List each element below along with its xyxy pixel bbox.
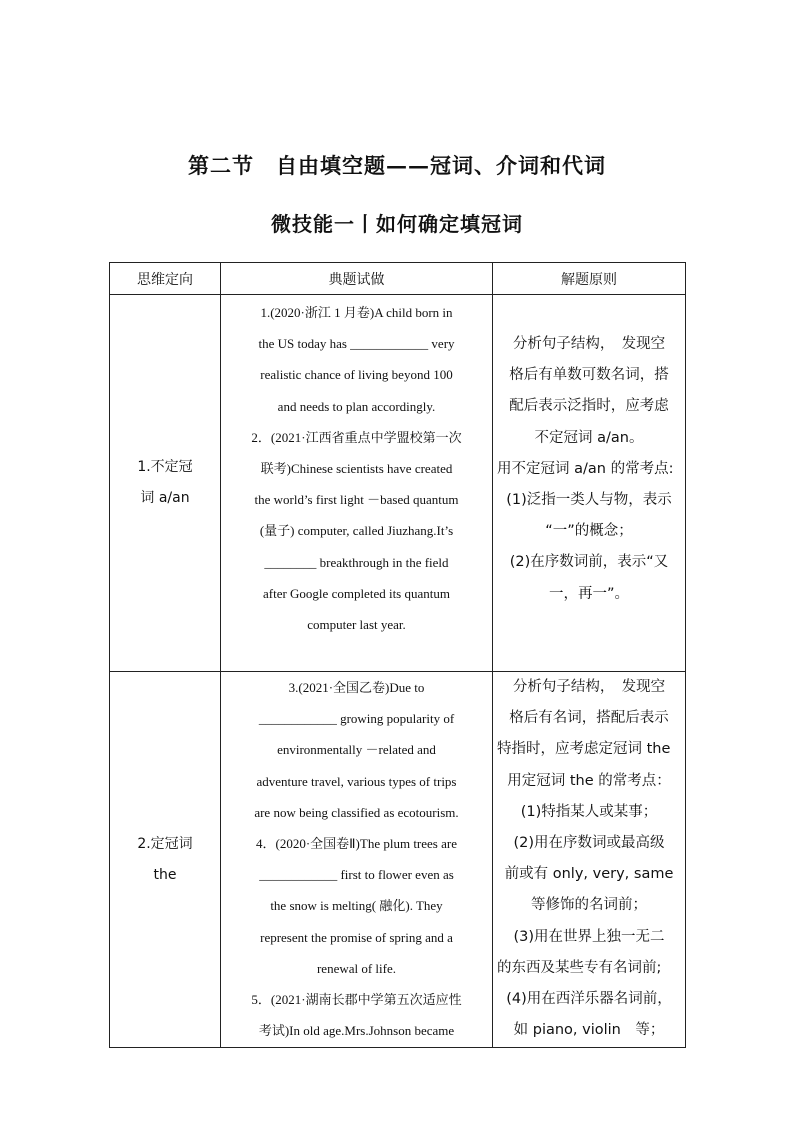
principle-line: (2)在序数词前，表示“又 bbox=[509, 554, 669, 571]
principles-cell bbox=[493, 672, 686, 1048]
principle-line: (1)特指某人或某事； bbox=[520, 803, 658, 820]
example-line: 考试)In old age.Mrs.Johnson became bbox=[258, 1023, 455, 1039]
example-line: 联考)Chinese scientists have created bbox=[260, 461, 453, 477]
principle-line: 前或有 only, very, same bbox=[504, 866, 674, 883]
header-thinking-direction: 思维定向 bbox=[110, 263, 221, 295]
principle-line: 的东西及某些专有名词前; bbox=[497, 959, 662, 976]
example-line: renewal of life. bbox=[316, 960, 397, 976]
example-line: 1.(2020·浙江 1 月卷)A child born in bbox=[260, 305, 453, 320]
example-line: 4．(2020·全国卷Ⅱ)The plum trees are bbox=[256, 836, 457, 852]
example-line: adventure travel, various types of trips bbox=[256, 773, 457, 789]
example-line: ________ breakthrough in the field bbox=[264, 554, 449, 570]
principles-cell bbox=[493, 295, 686, 672]
example-line: realistic chance of living beyond 100 bbox=[260, 367, 453, 383]
principle-line: 一，再一”。 bbox=[548, 585, 629, 602]
header-example-exercises: 典题试做 bbox=[221, 263, 493, 295]
principle-line: 如 piano, violin 等； bbox=[513, 1022, 665, 1039]
example-line: and needs to plan accordingly. bbox=[277, 398, 436, 414]
example-line: the US today has ____________ very bbox=[258, 336, 455, 352]
example-line: ____________ growing popularity of bbox=[258, 711, 455, 727]
category-line: the bbox=[153, 866, 177, 883]
table-row bbox=[110, 295, 686, 672]
example-line: 5．(2021·湖南长郡中学第五次适应性 bbox=[251, 992, 462, 1008]
example-line: 2．(2021·江西省重点中学盟校第一次 bbox=[251, 429, 462, 445]
principle-line: 特指时，应考虑定冠词 the bbox=[497, 741, 671, 758]
example-line: (量子) computer, called Jiuzhang.It’s bbox=[259, 523, 454, 539]
example-line: environmentally －related and bbox=[277, 742, 436, 758]
principle-line: 配后表示泛指时，应考虑 bbox=[509, 398, 669, 415]
principle-line: 用不定冠词 a/an 的常考点: bbox=[497, 460, 674, 477]
table-row bbox=[110, 672, 686, 1048]
example-line: ____________ first to flower even as bbox=[259, 867, 454, 883]
principle-line: (4)用在西洋乐器名词前， bbox=[506, 991, 672, 1008]
category-indefinite-article bbox=[110, 295, 221, 672]
example-line: the world’s first light －based quantum bbox=[254, 492, 459, 508]
category-line: 2.定冠词 bbox=[137, 835, 193, 852]
example-line: computer last year. bbox=[307, 617, 406, 633]
principle-line: 分析句子结构， 发现空 bbox=[512, 679, 666, 695]
principle-line: “一”的概念； bbox=[545, 523, 633, 540]
principle-line: 不定冠词 a/an。 bbox=[534, 429, 644, 446]
examples-cell bbox=[221, 672, 493, 1048]
principle-line: (2)用在序数词或最高级 bbox=[513, 835, 665, 852]
principle-line: (3)用在世界上独一无二 bbox=[513, 928, 665, 945]
example-line: the snow is melting( 融化). They bbox=[270, 898, 443, 914]
principle-line: 格后有单数可数名词，搭 bbox=[509, 367, 669, 384]
principle-line: 用定冠词 the 的常考点： bbox=[507, 772, 671, 789]
skill-subtitle: 微技能一丨如何确定填冠词 bbox=[271, 212, 523, 236]
example-line: 3.(2021·全国乙卷)Due to bbox=[288, 680, 425, 695]
category-line: 词 a/an bbox=[140, 490, 190, 506]
examples-cell bbox=[221, 295, 493, 672]
article-table bbox=[109, 262, 686, 1048]
header-solving-principles: 解题原则 bbox=[493, 263, 686, 295]
category-definite-article bbox=[110, 672, 221, 1048]
example-line: after Google completed its quantum bbox=[262, 585, 450, 601]
principle-line: 分析句子结构， 发现空 bbox=[512, 336, 666, 352]
principle-line: (1)泛指一类人与物，表示 bbox=[506, 492, 672, 509]
section-title: 第二节 自由填空题——冠词、介词和代词 bbox=[188, 153, 606, 178]
table-header-row bbox=[110, 263, 686, 295]
example-line: represent the promise of spring and a bbox=[260, 929, 453, 945]
category-line: 1.不定冠 bbox=[137, 459, 193, 475]
principle-line: 等修饰的名词前； bbox=[531, 897, 647, 914]
example-line: are now being classified as ecotourism. bbox=[254, 804, 459, 820]
principle-line: 格后有名词，搭配后表示 bbox=[509, 710, 669, 727]
